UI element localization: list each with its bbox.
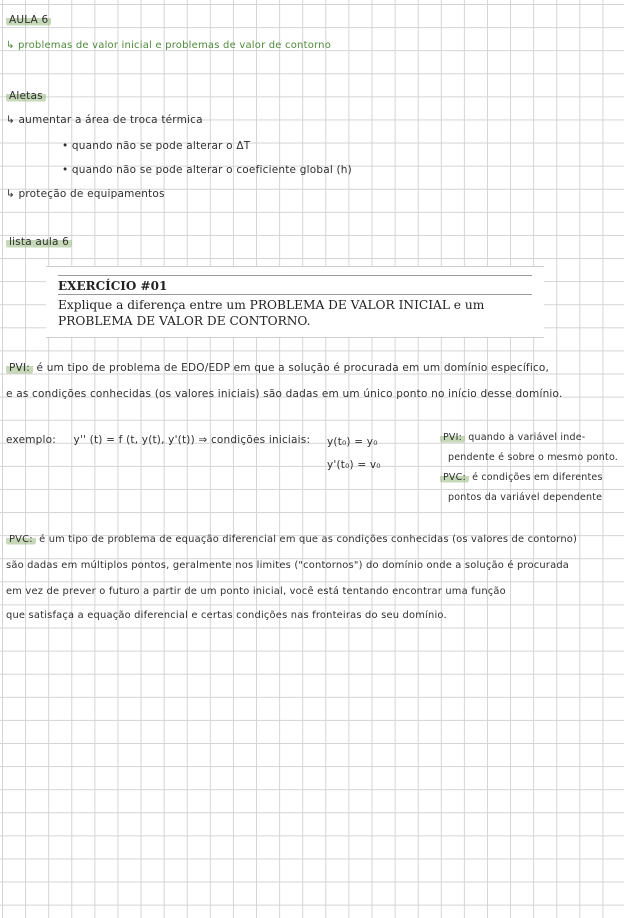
side-note-pvi-line-2: pendente é sobre o mesmo ponto. [448, 452, 619, 463]
side-note-pvc-line-2: pontos da variável dependente [448, 492, 603, 503]
aletas-heading-text: Aletas [6, 90, 46, 102]
exercise-title: EXERCÍCIO #01 [58, 279, 168, 293]
side-note-pvc-text-1: é condições em diferentes [472, 472, 603, 483]
pvc-definition-line-2: são dadas em múltiplos pontos, geralmente nos limites ("contornos") do domínio onde a solução é procurada [6, 560, 570, 571]
pvc-text-1: é um tipo de problema de equação diferencial em que as condições conhecidas (os valores de contorno) [39, 534, 578, 545]
pvi-definition-line-1 [6, 362, 549, 374]
pvc-definition-line-3: em vez de prever o futuro a partir de um ponto inicial, você está tentando encontrar uma função [6, 586, 506, 597]
example-equation: y'' (t) = f (t, y(t), y'(t)) ⇒ condições iniciais: [73, 434, 311, 446]
side-note-pvc-line-1 [440, 472, 603, 483]
pvi-text-1: é um tipo de problema de EDO/EDP em que a solução é procurada em um domínio específico, [36, 362, 550, 374]
aletas-item-protecao: ↳ proteção de equipamentos [6, 188, 165, 200]
pvc-label: PVC: [6, 534, 36, 545]
aletas-item-area: ↳ aumentar a área de troca térmica [6, 114, 203, 126]
pvi-definition-line-2: e as condições conhecidas (os valores iniciais) são dadas em um único ponto no início desse domínio. [6, 388, 563, 400]
pvc-definition-line-4: que satisfaça a equação diferencial e certas condições nas fronteiras do seu domínio. [6, 610, 447, 621]
aletas-bullet-coeficiente: • quando não se pode alterar o coeficiente global (h) [62, 164, 352, 176]
side-note-pvi-text-1: quando a variável inde- [468, 432, 586, 443]
aletas-heading [6, 90, 46, 102]
example-line [6, 434, 310, 446]
example-condition-2: y'(t₀) = v₀ [327, 459, 381, 471]
exercise-top-rule [58, 275, 532, 276]
example-condition-1: y(t₀) = y₀ [327, 436, 378, 448]
page-title-text: AULA 6 [6, 14, 51, 26]
lista-heading-text: lista aula 6 [6, 236, 72, 248]
aletas-bullet-delta-t: • quando não se pode alterar o ΔT [62, 140, 251, 152]
pvi-label: PVI: [6, 362, 33, 374]
exercise-text-line-2: PROBLEMA DE VALOR DE CONTORNO. [58, 314, 311, 328]
page-subtitle: ↳ problemas de valor inicial e problemas de valor de contorno [6, 40, 332, 51]
pvc-definition-line-1 [6, 534, 577, 545]
side-note-pvc-label: PVC: [440, 472, 469, 483]
exercise-text [58, 297, 536, 329]
exercise-title-rule [58, 294, 532, 295]
example-label: exemplo: [6, 434, 56, 446]
exercise-text-line-1: Explique a diferença entre um PROBLEMA DE VALOR INICIAL e um [58, 298, 485, 312]
lista-heading [6, 236, 72, 248]
exercise-card [46, 266, 544, 338]
side-note-pvi-label: PVI: [440, 432, 465, 443]
side-note-pvi-line-1 [440, 432, 585, 443]
page-title [6, 14, 51, 26]
